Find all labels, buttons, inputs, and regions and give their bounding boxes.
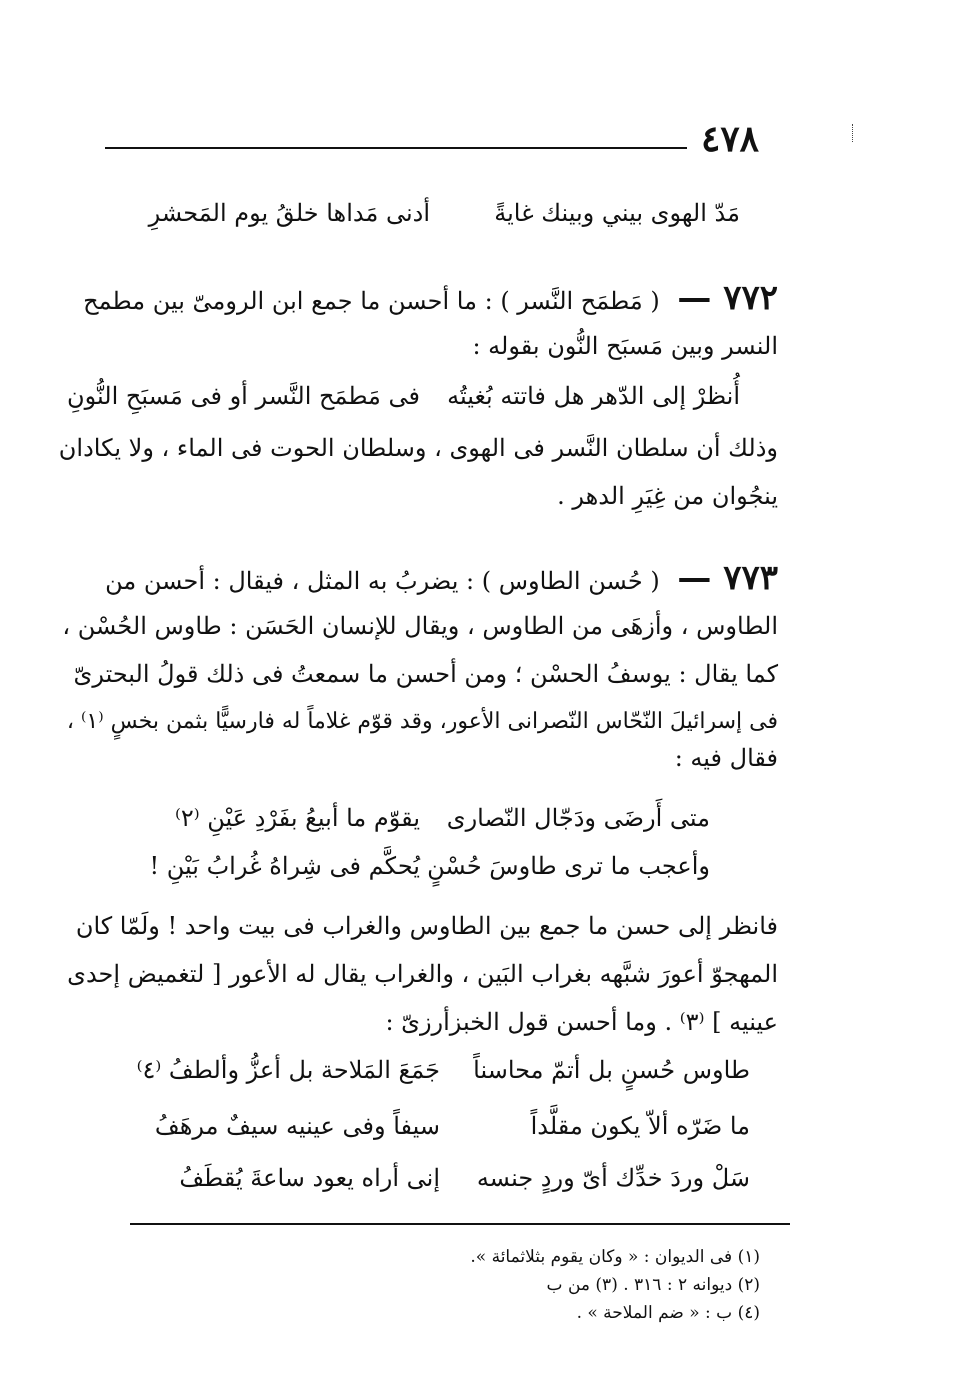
entry-text: ( حُسن الطاوس ) : يضربُ به المثل ، فيقال : أحسن من (105, 567, 660, 595)
footnote-2-3: (٢) ديوانه ٢ : ٣١٦ . (٣) من ب (546, 1275, 760, 1295)
hemistich-right: متى أَرضَى ودَجّال النّصارى (446, 804, 710, 832)
hemistich-left: يُحكَّم فى شِراهُ غُرابُ بَيْنِ ! (149, 852, 420, 880)
hemistich-right: مَدّ الهوى بيني وبينك غايةً (494, 199, 740, 227)
entry-773-line-4: فى إسرائيلَ النّحّاس النّصرانى الأعور، وقد قوّم غلاماً له فارسيًّا بثمن بخسٍ ⁽١⁾ ، (66, 709, 778, 734)
entry-773-line-7: المهجوّ أعورَ شبَّهه بغراب البَين ، والغراب يقال له الأعور [ لتغميض إحدى (67, 960, 778, 988)
entry-number: ٧٧٢ — (677, 278, 778, 318)
hemistich-right: طاوس حُسنٍ بل أتمّ محاسناً (473, 1056, 750, 1084)
footnote-rule (130, 1223, 790, 1225)
entry-773-line-8: عينيه ] ⁽٣⁾ . وما أحسن قول الخبزأرزىّ : (385, 1008, 778, 1036)
entry-772-line-2: النسر وبين مَسبَح النُّون بقوله : (472, 332, 778, 360)
hemistich-left: فى مَطمَح النَّسر أو فى مَسبَحِ النُّونِ (66, 382, 420, 410)
entry-772-line-3: وذلك أن سلطان النَّسر فى الهوى ، وسلطان الحوت فى الماء ، ولا يكادان (58, 434, 778, 462)
hemistich-left: يقوّم ما أبيعُ بفَرْدِ عَيْنِ ⁽٢⁾ (174, 804, 420, 832)
hemistich-right: أُنظرْ إلى الدّهر هل فاتته بُغيتُه (447, 382, 740, 410)
page-number: ٤٧٨ (700, 118, 759, 160)
footnote-1: (١) فى الديوان : « وكان يقوم بثلاثمائة ». (470, 1247, 760, 1267)
hemistich-left: جَمَعَ المَلاحة بل أعزُّ وألطفُ ⁽٤⁾ (136, 1056, 440, 1084)
header-rule (105, 147, 687, 149)
hemistich-right: سَلْ وردَ خدِّك أىّ وردٍ جنسه (476, 1164, 750, 1192)
footnote-4: (٤) ب : « ضم الملاحة » . (576, 1303, 760, 1323)
entry-772-line-1 (83, 278, 778, 319)
hemistich-left: أدنى مَداها خلقُ يوم المَحشرِ (148, 199, 430, 227)
entry-772-line-4: ينجُوان من غِيَرِ الدهر . (557, 482, 778, 510)
hemistich-left: إنى أراه يعود ساعةَ يُقطَفُ (179, 1164, 440, 1192)
entry-text: ( مَطمَح النَّسر ) : ما أحسن ما جمع ابن الرومىّ بين مطمح (83, 287, 660, 315)
entry-773-line-3: كما يقال : يوسفُ الحسْن ؛ ومن أحسن ما سمعتُ فى ذلك قولُ البحترىّ (73, 660, 778, 688)
hemistich-right: ما ضَرّه ألاّ يكون مقلَّداً (530, 1112, 750, 1140)
entry-773-line-2: الطاوس ، وأزهَى من الطاوس ، ويقال للإنسان الحَسَن : طاوس الحُسْن ، (62, 612, 778, 640)
entry-773-line-6: فانظر إلى حسن ما جمع بين الطاوس والغراب فى بيت واحد ! ولَمّا كان (75, 912, 778, 940)
hemistich-right: وأعجب ما ترى طاوسَ حُسْنٍ (427, 852, 710, 880)
margin-mark (852, 124, 855, 142)
entry-773-line-1 (105, 558, 778, 599)
hemistich-left: سيفاً وفى عينيه سيفٌ مرهَفُ (154, 1112, 440, 1140)
entry-number: ٧٧٣ — (677, 558, 778, 598)
entry-773-line-5: فقال فيه : (674, 744, 778, 772)
